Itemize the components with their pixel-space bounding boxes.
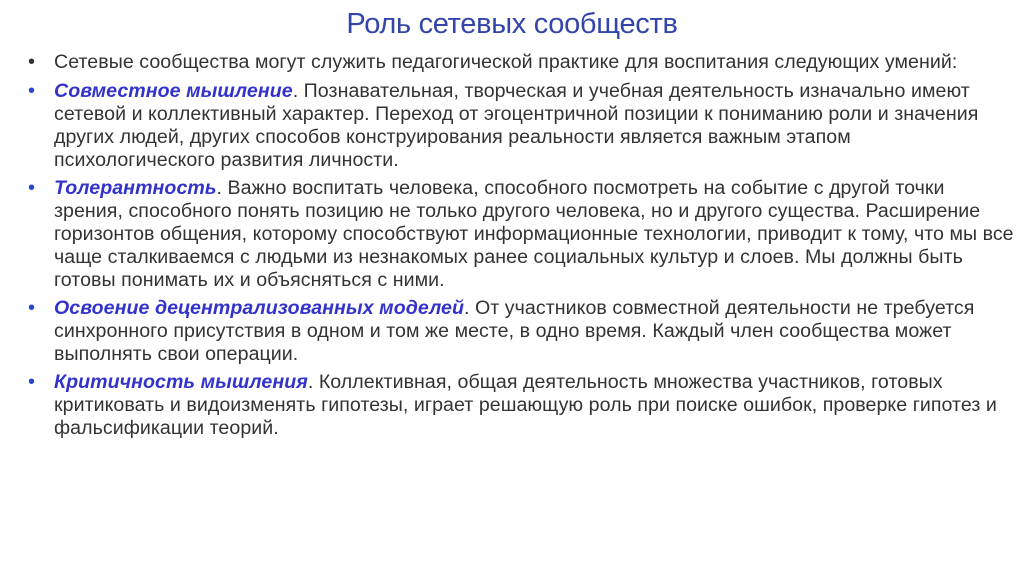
bullet-list bbox=[24, 51, 1014, 445]
intro-text: Сетевые сообщества могут служить педагогической практике для воспитания следующих умений: bbox=[54, 51, 958, 73]
bullet-icon: • bbox=[28, 80, 36, 102]
item-text: . Коллективная, общая деятельность множества участников, готовых критиковать и видоизменять гипотезы, играет решающую роль при поиске ошибок, проверке гипотез и фальсификации теорий. bbox=[54, 371, 997, 439]
item-term: Совместное мышление bbox=[54, 80, 293, 102]
list-item-decentralized-models bbox=[24, 297, 1014, 366]
item-term: Критичность мышления bbox=[54, 371, 308, 393]
list-item-tolerance bbox=[24, 177, 1014, 292]
intro-item bbox=[24, 51, 1014, 74]
bullet-icon: • bbox=[28, 297, 36, 319]
item-term: Толерантность bbox=[54, 177, 217, 199]
list-item-critical-thinking bbox=[24, 371, 1014, 440]
bullet-icon: • bbox=[28, 177, 36, 199]
item-text: . Познавательная, творческая и учебная деятельность изначально имеют сетевой и коллективный характер. Переход от эгоцентричной позиции к пониманию роли и значения других людей, других способов конструирования реальности является важным этапом психологического развития личности. bbox=[54, 80, 979, 171]
item-text: . Важно воспитать человека, способного посмотреть на событие с другой точки зрения, способного понять позицию не только другого человека, но и другого существа. Расширение горизонтов общения, которому способствуют информационные технологии, приводит к тому, что мы все чаще сталкиваемся с людьми из незнакомых ранее социальных культур и слоев. Мы должны быть готовы понимать их и объясняться с ними. bbox=[54, 177, 1014, 291]
bullet-icon: • bbox=[28, 371, 36, 393]
item-term: Освоение децентрализованных моделей bbox=[54, 297, 465, 319]
list-item-joint-thinking bbox=[24, 80, 1014, 172]
slide-title: Роль сетевых сообществ bbox=[346, 8, 678, 40]
bullet-icon: • bbox=[28, 51, 36, 73]
item-text: . От участников совместной деятельности не требуется синхронного присутствия в одном и том же месте, в одно время. Каждый член сообщества может выполнять свои операции. bbox=[54, 297, 975, 365]
